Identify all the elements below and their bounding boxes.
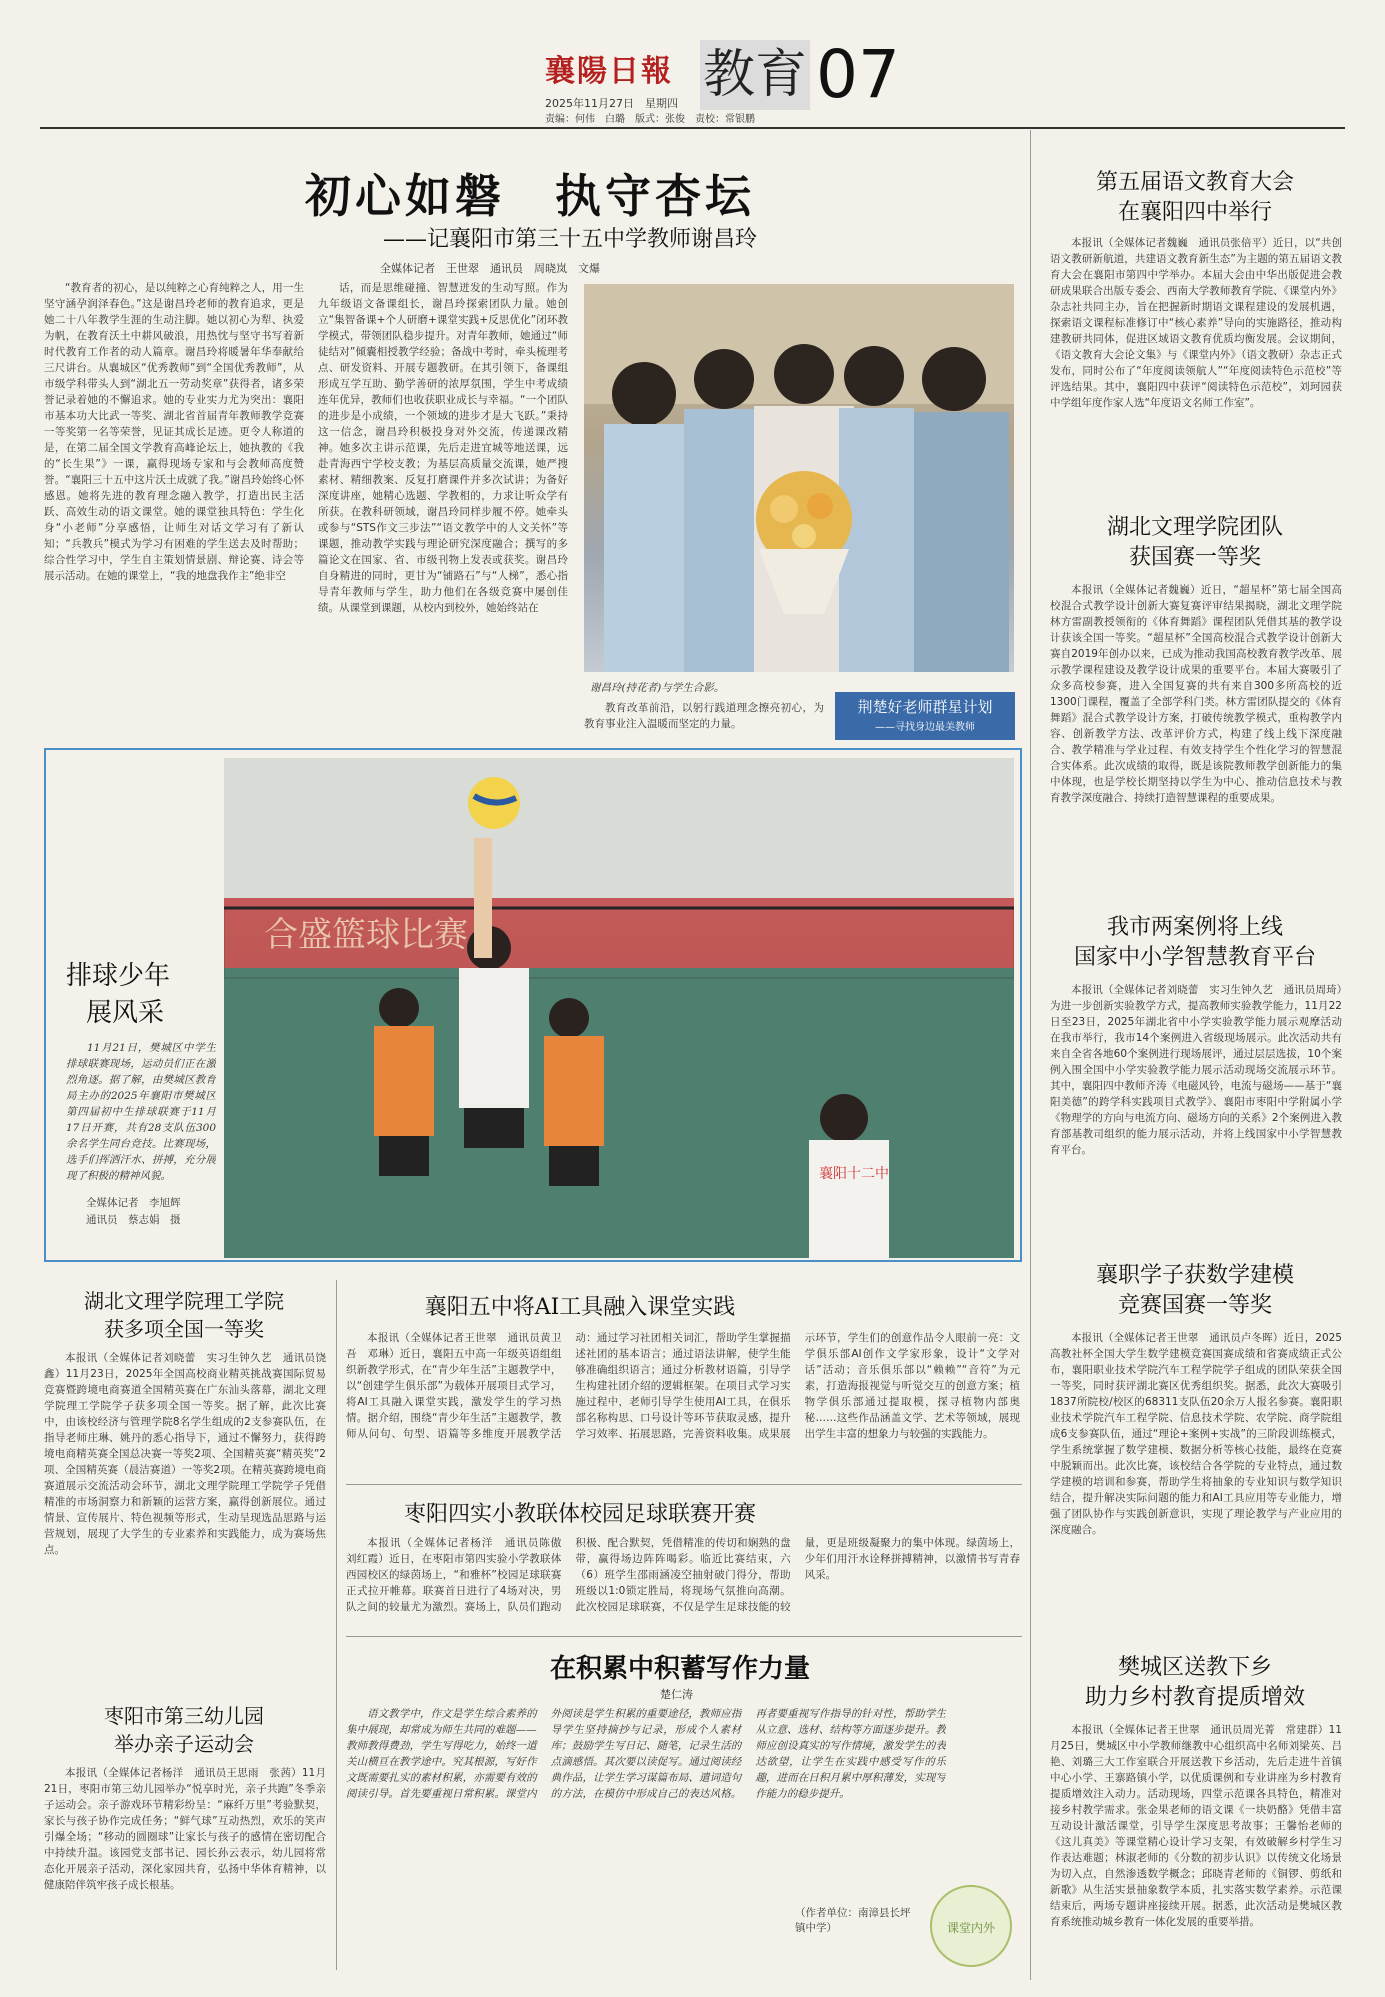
page-number: 07 xyxy=(816,36,900,113)
right-a4-title: 襄职学子获数学建模 xyxy=(1095,1263,1294,1288)
divider-b2 xyxy=(346,1484,1022,1485)
divider-b3 xyxy=(346,1636,1022,1637)
volley-credit-1: 全媒体记者 李旭辉 xyxy=(86,1197,181,1209)
photo-caption: 谢昌玲(持花者)与学生合影。 xyxy=(590,682,725,694)
bottom-b4-title: 枣阳市第三幼儿园 xyxy=(104,1704,264,1728)
series-tag-sub: ——寻找身边最美教师 xyxy=(875,722,975,733)
bottom-b1-title: 湖北文理学院理工学院 xyxy=(84,1289,284,1313)
newspaper-logo: 襄陽日報 xyxy=(545,54,673,89)
stamp-text: 课堂内外 xyxy=(946,1921,995,1935)
bottom-b3-title: 枣阳四实小教联体校园足球联赛开赛 xyxy=(403,1502,756,1527)
right-a5-body: 本报讯（全媒体记者王世翠 通讯员周光菁 常建群）11月25日，樊城区中小学教师继教中心组织高中名师刘梁英、吕艳、刘璐三大工作室联合开展送教下乡活动，先后走进牛首镇中心小学、王寨路镇小学，以优质课例和专业讲座为乡村教育提质增效注入动力。活动现场，四堂示范课各具特色，精准对接乡村教学需求。张金果老师的语文课《一块奶酪》凭借丰富互动设计激活课堂，引导学生深度思考故事；王馨怡老师的《这儿真美》等课堂精心设计学习支架，有效破解乡村学生习作表达难题；林淑老师的《分数的初步认识》以传统文化场景为切入点，自然渗透数学概念；邱晓青老师的《铜锣、剪纸和新歌》从生活实景抽象数学本质，扎实落实数学素养。示范课结束后，两场专题讲座接续开展。据悉，此次活动是樊城区教育系统推动城乡教育一体化发展的重要举措。 xyxy=(1050,1724,1342,1928)
series-tag-title: 荆楚好老师群星计划 xyxy=(857,698,993,716)
right-a1-title: 第五届语文教育大会 xyxy=(1095,170,1294,195)
lead-byline: 全媒体记者 王世翠 通讯员 周晓岚 文爆 xyxy=(380,262,600,275)
lead-column-2: 话，而是思维碰撞、智慧迸发的生动写照。作为九年级语文备课组长，谢昌玲探索团队力量。她创立“集智备课+个人研磨+课堂实践+反思优化”闭环教学模式，带领团队稳步提升。对青年教师，她通过“师徒结对”倾囊相授教学经验；备战中考时，牵头梳理考点、研发资料、开展专题教研。在其引领下，备课组形成互学互助、勤学善研的浓厚氛围，学生中考成绩连年优异，教师们也收获职业成长与幸福。“一个团队的进步是小成绩，一个领域的进步才是大飞跃。”秉持这一信念，谢昌玲积极投身对外交流，传递课改精神。她多次主讲示范课，先后走进宜城等地送课，远赴青海西宁学校支教；为基层高质量交流课，她严搜素材、精细教案、反复打磨课件并多次试讲；为备好深度讲座，她精心选题、学教相的，力求让听众学有所获。在教科研领域，谢昌玲同样步履不停。她牵头或参与“STS作文三步法”“语文教学中的人文关怀”等课题，推动教学实践与理论研究深度融合；撰写的多篇论文在国家、省、市级刊物上发表或获奖。谢昌玲自身精进的同时，更甘为“铺路石”与“人梯”，悉心指导青年教师与学生，助力他们在各级竞赛中屡创佳绩。从课堂到课题，从校内到校外，她始终站在 xyxy=(318,282,568,614)
bottom-b5-credit: （作者单位：南漳县长坪镇中学） xyxy=(795,1907,911,1934)
bottom-b5-body: 语文教学中，作文是学生综合素养的集中展现，却常成为师生共同的难题——教师教得费劲，学生写得吃力，始终一道关山横亘在教学途中。究其根源，写好作文既需要扎实的素材积累，亦需要有效的阅读引导。首先要重视日常积累。课堂内外阅读是学生积累的重要途径，教师应指导学生坚持摘抄与记录，形成个人素材库；鼓励学生写日记、随笔，记录生活的点滴感悟。其次要以读促写。通过阅读经典作品，让学生学习谋篇布局、遣词造句的方法，在模仿中形成自己的表达风格。再者要重视写作指导的针对性，帮助学生从立意、选材、结构等方面逐步提升。教师应创设真实的写作情境，激发学生的表达欲望，让学生在实践中感受写作的乐趣，进而在日积月累中厚积薄发，实现写作能力的稳步提升。 xyxy=(346,1708,946,1800)
right-a2-title: 湖北文理学院团队 xyxy=(1106,515,1283,540)
bottom-b4-title-2: 举办亲子运动会 xyxy=(114,1732,254,1756)
divider-b1 xyxy=(336,1280,337,1970)
teacher-students-photo xyxy=(584,284,1014,672)
right-a1-title-2: 在襄阳四中举行 xyxy=(1117,200,1272,225)
right-a4-title-2: 竞赛国赛一等奖 xyxy=(1117,1293,1272,1318)
section-label: 教育 xyxy=(700,40,810,110)
bottom-b1-title-2: 获多项全国一等奖 xyxy=(104,1317,264,1341)
photo-illustration xyxy=(584,284,1014,672)
bottom-b5-title: 在积累中积蓄写作力量 xyxy=(549,1654,810,1684)
lead-title: 初心如磐 执守杏坛 xyxy=(305,169,755,223)
volleyball-illustration xyxy=(224,758,1014,1258)
stamp-illustration xyxy=(930,1885,1012,1967)
masthead-rule xyxy=(40,127,1345,129)
right-a3-title-2: 国家中小学智慧教育平台 xyxy=(1073,945,1316,970)
bottom-b2-title: 襄阳五中将AI工具融入课堂实践 xyxy=(424,1295,736,1320)
volleyball-block xyxy=(44,748,1022,1262)
bottom-b1-body: 本报讯（全媒体记者刘晓蕾 实习生钟久艺 通讯员饶鑫）11月23日，2025年全国高校商业精英挑战赛国际贸易竞赛暨跨境电商赛道全国精英赛在广东汕头落幕，湖北文理学院理工学院学子获多项全国一等奖。据了解，此次比赛中，由该校经济与管理学院8名学生组成的2支参赛队伍，在指导老师庄琳、姚丹的悉心指导下，通过不懈努力，获得跨境电商精英赛全国总决赛一等奖2项、全国精英赛“精英奖”2项、全国精英赛（晨洁赛道）一等奖2项。在精英赛跨境电商赛道展示交流活动会环节，湖北文理学院理工学院学子凭借精准的市场洞察力和新颖的运营方案，赢得创新展位。通过情景、宣传展片、特色视频等形式，生动呈现选品思路与运营规划，展现了大学生的专业素养和实践能力，成为赛场焦点。 xyxy=(44,1352,326,1556)
editors-line: 责编：何伟 白璐 版式：张俊 责校：常银鹏 xyxy=(545,114,755,125)
right-a2-body: 本报讯（全媒体记者魏巍）近日，“超星杯”第七届全国高校混合式教学设计创新大赛复赛评审结果揭晓，湖北文理学院林方雷副教授领衔的《体育舞蹈》课程团队凭借其基的教学设计获该全国一等奖。“超星杯”全国高校混合式教学设计创新大赛自2019年创办以来，已成为推动我国高校教育教学改革、展示教学课程建设及教学设计成果的重要平台。本届大赛吸引了众多高校参赛，进入全国复赛的共有来自300多所高校的近1300门课程，覆盖了全部学科门类。林方雷团队提交的《体育舞蹈》混合式教学设计方案，打破传统教学模式，重构教学内容、创新教学方法、改革评价方式，构建了线上线下深度融合、教学精准与学业过程、有效支持学生个性化学习的智慧混合实体系。此次成绩的取得，既是该院教师教学创新能力的集中体现，也是学校长期坚持以学生为中心、推动信息技术与教育教学深度融合、持续打造智慧课程的重要成果。 xyxy=(1050,584,1342,804)
volleyball-photo xyxy=(224,758,1014,1258)
bottom-b3-body: 本报讯（全媒体记者杨洋 通讯员陈傲 刘红霞）近日，在枣阳市第四实验小学教联体西园校区的绿茵场上，“和雅杯”校园足球联赛正式拉开帷幕。联赛首日进行了4场对决，男队之间的较量尤为激烈。赛场上，队员们跑动积极、配合默契，凭借精准的传切和娴熟的盘带，赢得场边阵阵喝彩。临近比赛结束，六（6）班学生邵雨涵凌空抽射破门得分，帮助班级以1:0锁定胜局，将现场气氛推向高潮。此次校园足球联赛，不仅是学生足球技能的较量，更是班级凝聚力的集中体现。绿茵场上，少年们用汗水诠释拼搏精神，以激情书写青春风采。 xyxy=(346,1537,1020,1613)
volley-credit-2: 通讯员 蔡志娟 摄 xyxy=(86,1214,181,1226)
lead-column-1: “教育者的初心，是以纯粹之心育纯粹之人，用一生坚守涵孕润泽春色。”这是谢昌玲老师的教育追求，更是她二十八年教学生涯的生动注脚。她以初心为犁、执爱为帆，在教育沃土中耕风破浪，用热忱与坚守书写着新时代教育工作者的动人篇章。谢昌玲将暖暑年华奉献给三尺讲台。从襄城区“优秀教师”到“全国优秀教师”，从市级学科带头人到“湖北五一劳动奖章”获得者，诸多荣誉记录着她的不懈追求。她的专业实力尤为突出：襄阳市基本功大比武一等奖、湖北省首届青年教师教学竞赛一等奖第一名等荣誉，见证其成长足迹。更令人称道的是，在第二届全国文学教育高峰论坛上，她执教的《我的“长生果”》一课，赢得现场专家和与会教师高度赞誉。“襄阳三十五中这片沃土成就了我。”谢昌玲始终心怀感恩。她将先进的教育理念融入教学，打造出民主活跃、高效生动的语文课堂。她的课堂独具特色：学生化身“小老师”分享感悟，让师生对话文学习有了新认知；“兵教兵”模式为学习有困难的学生送去及时帮助；综合性学习中，学生自主策划情景剧、辩论赛、诗会等展示活动。在她的课堂上，“我的地盘我作主”绝非空 xyxy=(44,282,304,582)
bottom-b2-body: 本报讯（全媒体记者王世翠 通讯员黄卫吾 邓琳）近日，襄阳五中高一年级英语组组织新教学形式，在“青少年生活”主题教学中，以“创建学生俱乐部”为载体开展项目式学习，将AI工具融入课堂实践，激发学生的学习热情。据介绍，围绕“青少年生活”主题教学，教师从问句、句型、语篇等多维度开展教学活动：通过学习社团相关词汇，帮助学生掌握描述社团的基本语言；通过语法讲解，使学生能够准确组织语言；通过分析教材语篇，引导学生构建社团介绍的逻辑框架。在项目式学习实施过程中，老师引导学生使用AI工具，在俱乐部名称构思、口号设计等环节获取灵感，提升学习效率、拓展思路，完善资料收集。成果展示环节，学生们的创意作品令人眼前一亮：文学俱乐部AI创作文学家形象，设计“文学对话”活动；音乐俱乐部以“赖赖”“音符”为元素，打造海报视觉与听觉交互的创意方案；植物学俱乐部通过提取模，探寻植物内部奥秘……这些作品涵盖文学、艺术等领域，展现出学生丰富的想象力与较强的实践能力。 xyxy=(346,1332,1020,1440)
right-a3-title: 我市两案例将上线 xyxy=(1106,915,1283,940)
banner-text: 合盛篮球比赛 xyxy=(264,915,468,955)
volley-title-2: 展风采 xyxy=(86,998,165,1028)
lead-column-3: 教育改革前沿，以躬行践道理念擦亮初心，为教育事业注入温暖而坚定的力量。 xyxy=(584,702,824,730)
issue-date: 2025年11月27日 星期四 xyxy=(545,97,678,110)
right-a4-body: 本报讯（全媒体记者王世翠 通讯员卢冬晖）近日，2025高教社杯全国大学生数学建模竞赛国赛成绩和省赛成绩正式公布，襄阳职业技术学院汽车工程学院学子组成的团队荣获全国一等奖，同时获评湖北赛区优秀组织奖。据悉，此次大赛吸引1837所院校/校区的68311支队伍20余万人报名参赛。襄阳职业技术学院汽车工程学院、信息技术学院、农学院、商学院组成6支参赛队伍，通过“理论+案例+实战”的三阶段训练模式，学生系统掌握了数学建模、数据分析等核心技能，最终在竞赛中脱颖而出。此次比赛，该校结合各学院的专业特点，通过数学建模的培训和参赛，帮助学生将抽象的专业知识与数学知识结合，提升解决实际问题的能力和AI工具应用等专业能力，增强了团队协作与实践创新意识，实现了理论教学与产业应用的深度融合。 xyxy=(1050,1332,1342,1536)
jersey-text: 襄阳十二中 xyxy=(819,1166,889,1182)
right-a5-title-2: 助力乡村教育提质增效 xyxy=(1084,1685,1305,1710)
bottom-b4-body: 本报讯（全媒体记者杨洋 通讯员王思雨 张茜）11月21日，枣阳市第三幼儿园举办“悦享时光，亲子共跑”冬季亲子运动会。亲子游戏环节精彩纷呈：“麻纤万里”考验默契，家长与孩子协作完成任务；“鲜气球”互动热烈，欢乐的笑声引爆全场；“移动的圆圈球”让家长与孩子的感情在密切配合中持续升温。该园党支部书记、园长孙云表示，幼儿园将常态化开展亲子活动，深化家园共育，弘扬中华体育精神，以健康陪伴筑牢孩子成长根基。 xyxy=(44,1767,326,1891)
volley-title-1: 排球少年 xyxy=(66,961,171,991)
volley-caption: 11月21日，樊城区中学生排球联赛现场，运动员们正在激烈角逐。据了解，由樊城区教育局主办的2025年襄阳市樊城区第四届初中生排球联赛于11月17日开赛，共有28支队伍300余名学生同台竞技。比赛现场，选手们挥洒汗水、拼搏，充分展现了积极的精神风貌。 xyxy=(66,1042,216,1182)
right-a2-title-2: 获国赛一等奖 xyxy=(1128,545,1261,570)
lead-subtitle: ——记襄阳市第三十五中学教师谢昌玲 xyxy=(382,227,757,252)
right-a3-body: 本报讯（全媒体记者刘晓蕾 实习生钟久艺 通讯员周琦）为进一步创新实验教学方式，提高教师实验教学能力，11月22日至23日，2025年湖北省中小学实验教学能力展示观摩活动在我市举行，我市14个案例进入省级现场展示。此次活动共有来自全省各地60个案例进行现场展评，通过层层选拔，10个案例入围全国中小学实验教学能力展示活动现场交流展示环节。其中，襄阳四中教师齐涛《电磁风铃，电流与磁场——基于“襄阳美德”的跨学科实践项目式教学》、襄阳市枣阳中学附属小学《物理学的方向与电流方向、磁场方向的关系》2个案例进入教育部基教司组织的能力展示活动，并将上线国家中小学智慧教育平台。 xyxy=(1050,984,1342,1156)
right-a1-body: 本报讯（全媒体记者魏巍 通讯员张倍平）近日，以“共创语文教研新航道，共建语文教育新生态”为主题的第五届语文教育大会在襄阳市第四中学举办。本届大会由中华出版促进会教研成果联合出版专委会、西南大学教师教育学院、《课堂内外》杂志社共同主办，旨在把握新时期语文课程建设的发展机遇，探索语文课程标准修订中“核心素养”导向的实施路径，推动构建教研共同体，促进区域语文教育优质均衡发展。会议期间，《语文教育大会论文集》与《课堂内外》（语文教研）杂志正式发布，同时公布了“年度阅读领航人”“年度阅读特色示范校”等评选结果。其中，襄阳四中获评“阅读特色示范校”，刘珂园获中学组年度作家人选“年度语文名师工作室”。 xyxy=(1050,237,1342,409)
series-tag xyxy=(835,692,1015,740)
column-divider-right xyxy=(1030,130,1031,1980)
bottom-b5-author: 楚仁涛 xyxy=(660,1688,693,1701)
right-a5-title: 樊城区送教下乡 xyxy=(1117,1655,1272,1680)
